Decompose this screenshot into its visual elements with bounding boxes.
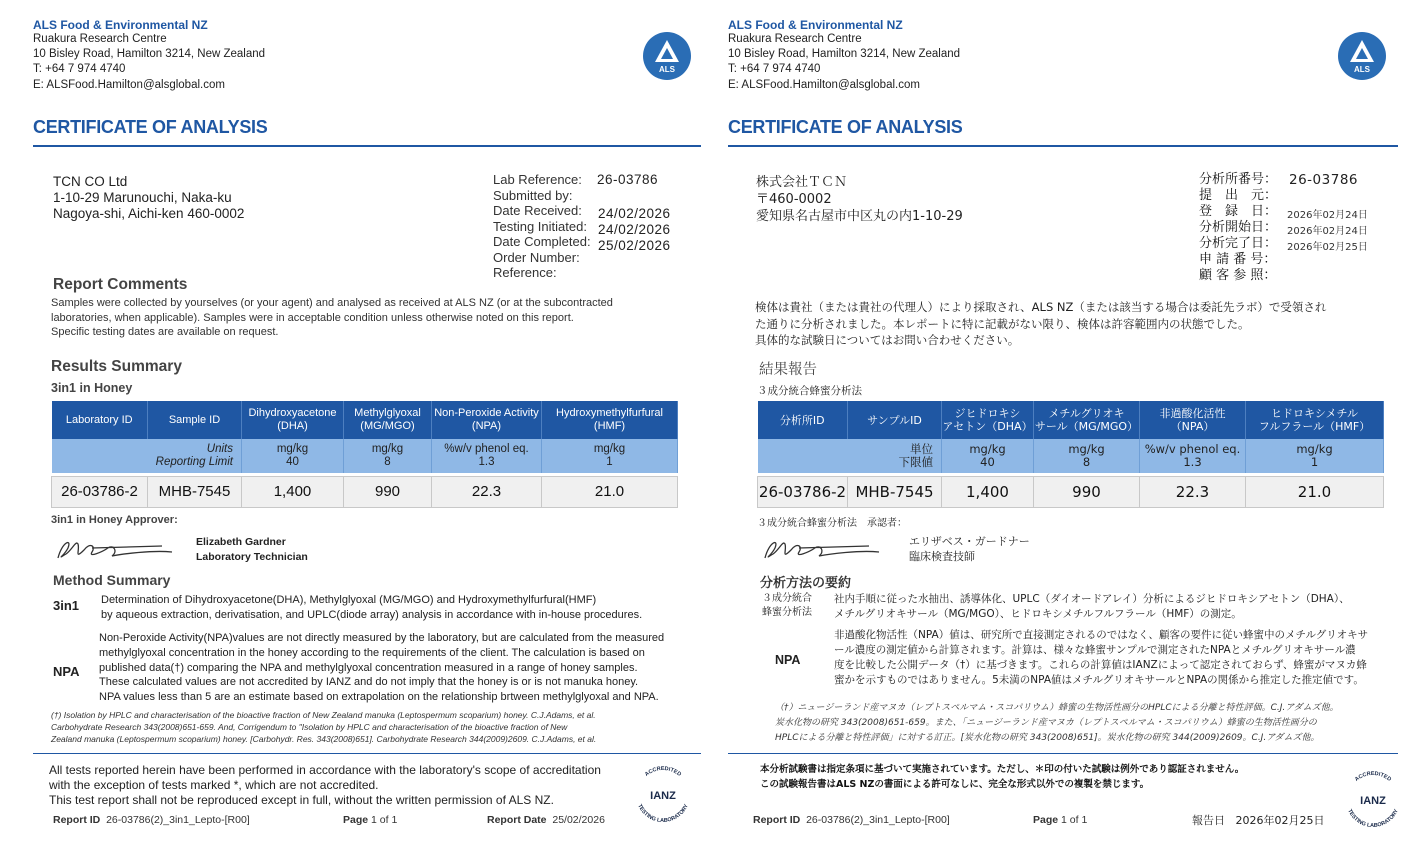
cell-npa: 22.3 bbox=[1140, 476, 1246, 507]
footer-statement: All tests reported herein have been performed in accordance with the laboratory's scope of accreditation with the exception of tests marked *, which are not accredited. This test report shall not be reproduced except in full, without the written permission of ALS NZ. bbox=[49, 763, 601, 807]
col-header-npa: Non-Peroxide Activity (NPA) bbox=[432, 401, 542, 439]
company-name: ALS Food & Environmental NZ bbox=[33, 18, 208, 32]
cell-npa: 22.3 bbox=[432, 476, 542, 507]
reference-note: （†）ニュージーランド産マヌカ（レプトスペルマム・スコパリウム）蜂蜜の生物活性画分のHPLCによる分離と特性評価。C.J.アダムズ他。 炭水化物の研究 343(2008)651-659。また、「ニュージーランド産マヌカ（レプトスペルマム・スコパリウム）蜂蜜の生物活性画分の HPLCによる分離と特性評価」に対する訂正。[炭水化物の研究 343(2008)651]。炭水化物の研究 344(2009)2609。C.J.アダムズ他。 bbox=[775, 703, 1339, 743]
company-address: Ruakura Research Centre 10 Bisley Road, Hamilton 3214, New Zealand T: +64 7 974 4740 E: ALSFood.Hamilton@alsglobal.com bbox=[33, 33, 266, 91]
client-address: TCN CO Ltd 1-10-29 Marunouchi, Naka-ku Nagoya-shi, Aichi-ken 460-0002 bbox=[53, 174, 245, 221]
units-label-cell: 単位 下限値 bbox=[758, 439, 942, 473]
col-header-hmf: Hydroxymethylfurfural (HMF) bbox=[542, 401, 678, 439]
table-header-row bbox=[52, 401, 678, 439]
col-header-hmf: ヒドロキシメチル フルフラール（HMF） bbox=[1246, 401, 1384, 439]
approver-heading: 3in1 in Honey Approver: bbox=[51, 514, 178, 526]
report-date: 報告日 2026年02月25日 bbox=[1192, 814, 1325, 827]
svg-text:IANZ: IANZ bbox=[1360, 795, 1386, 807]
col-header-mgo: メチルグリオキ サール（MG/MGO） bbox=[1034, 401, 1140, 439]
lab-reference-value: 26-03786 bbox=[1289, 172, 1358, 188]
testing-initiated-value: 2026年02月24日 bbox=[1287, 226, 1368, 237]
col-header-dha: Dihydroxyacetone (DHA) bbox=[242, 401, 344, 439]
svg-text:TESTING LABORATORY: TESTING LABORATORY bbox=[1346, 808, 1400, 830]
svg-text:ACCREDITED: ACCREDITED bbox=[1353, 770, 1393, 783]
table-header-row bbox=[758, 401, 1384, 439]
cell-sample-id: MHB-7545 bbox=[148, 476, 242, 507]
certificate-japanese bbox=[709, 0, 1418, 842]
method-summary-heading: Method Summary bbox=[53, 572, 171, 588]
method-3in1-text: 社内手順に従った水抽出、誘導体化、UPLC（ダイオードアレイ）分析によるジヒドロキシアセトン（DHA）、 メチルグリオキサール（MG/MGO）、ヒドロキシメチルフルフラール（HMF）の測定。 bbox=[834, 593, 1350, 620]
page-number: Page 1 of 1 bbox=[1033, 814, 1088, 826]
units-row bbox=[52, 439, 678, 473]
cell-lab-id: 26-03786-2 bbox=[758, 476, 848, 507]
svg-text:IANZ: IANZ bbox=[650, 790, 676, 802]
units-cell: mg/kg 40 bbox=[942, 439, 1034, 473]
results-summary-heading: 結果報告 bbox=[759, 362, 817, 378]
units-cell: mg/kg 1 bbox=[1246, 439, 1384, 473]
results-table bbox=[51, 401, 678, 508]
cell-mgo: 990 bbox=[344, 476, 432, 507]
approver-heading: ３成分統合蜂蜜分析法 承認者： bbox=[757, 518, 907, 529]
units-cell: mg/kg 8 bbox=[344, 439, 432, 473]
report-comments-text: Samples were collected by yourselves (or your agent) and analysed as received at ALS NZ (or at the subcontracted laboratories, when applicable). Samples were in acceptable condition unless otherwise noted on this report. Specific testing dates are available on request. bbox=[51, 297, 613, 338]
signature-icon bbox=[52, 534, 177, 564]
svg-text:TESTING LABORATORY: TESTING LABORATORY bbox=[636, 803, 690, 825]
footer-divider bbox=[33, 753, 701, 754]
page-number: Page 1 of 1 bbox=[343, 814, 398, 826]
units-cell: %w/v phenol eq. 1.3 bbox=[432, 439, 542, 473]
units-cell: mg/kg 40 bbox=[242, 439, 344, 473]
date-received-value: 2026年02月24日 bbox=[1287, 210, 1368, 221]
footer-statement: 本分析試験書は指定条項に基づいて実施されています。ただし、＊印の付いた試験は例外であり認証されません。 この試験報告書はALS NZの書面による許可なしに、完全な形式以外での複製を禁じます。 bbox=[760, 764, 1245, 790]
footer-divider bbox=[728, 753, 1398, 754]
cell-hmf: 21.0 bbox=[1246, 476, 1384, 507]
method-npa-text: 非過酸化物活性（NPA）値は、研究所で直接測定されるのではなく、顧客の要件に従い蜂蜜中のメチルグリオキサ ール濃度の測定値から計算されます。計算は、様々な蜂蜜サンプルで測定されたNPAとメチルグリオキサール濃 度を比較した公開データ（†）に基づきます。これらの計算値はIANZによって認定されておらず、蜂蜜がマヌカ蜂 蜜かを示すものではありません。5未満のNPA値はメチルグリオキサールとNPAの関係から推定した推定値です。 bbox=[834, 629, 1369, 686]
client-address: 株式会社ＴＣＮ 〒460-0002 愛知県名古屋市中区丸の内1-10-29 bbox=[756, 175, 963, 224]
units-cell: mg/kg 1 bbox=[542, 439, 678, 473]
company-name: ALS Food & Environmental NZ bbox=[728, 18, 903, 32]
method-3in1-label: ３成分統合 蜂蜜分析法 bbox=[762, 593, 812, 618]
col-header-lab-id: 分析所ID bbox=[758, 401, 848, 439]
col-header-dha: ジヒドロキシ アセトン（DHA） bbox=[942, 401, 1034, 439]
svg-text:ALS: ALS bbox=[1354, 65, 1370, 74]
svg-text:ACCREDITED: ACCREDITED bbox=[643, 765, 683, 778]
cell-hmf: 21.0 bbox=[542, 476, 678, 507]
report-comments-heading: Report Comments bbox=[53, 276, 188, 293]
date-completed-value: 25/02/2026 bbox=[598, 238, 671, 253]
approver-info: Elizabeth Gardner Laboratory Technician bbox=[196, 536, 308, 563]
testing-initiated-value: 24/02/2026 bbox=[598, 222, 671, 237]
lab-reference-value: 26-03786 bbox=[597, 172, 659, 187]
method-3in1-text: Determination of Dihydroxyacetone(DHA), Methylglyoxal (MG/MGO) and Hydroxymethylfurfural(HMF) by aqueous extraction, derivatisation, and UPLC(diode array) analysis in accordance with in-house procedures. bbox=[101, 594, 643, 621]
als-logo-icon bbox=[1338, 32, 1386, 80]
title-divider bbox=[728, 145, 1398, 147]
report-id: Report ID 26-03786(2)_3in1_Lepto-[R00] bbox=[53, 814, 250, 826]
table-row bbox=[758, 476, 1384, 507]
cell-sample-id: MHB-7545 bbox=[848, 476, 942, 507]
als-logo-icon bbox=[643, 32, 691, 80]
col-header-npa: 非過酸化活性 （NPA） bbox=[1140, 401, 1246, 439]
col-header-lab-id: Laboratory ID bbox=[52, 401, 148, 439]
results-summary-heading: Results Summary bbox=[51, 358, 182, 375]
table-row bbox=[52, 476, 678, 507]
svg-text:ALS: ALS bbox=[659, 65, 675, 74]
units-cell: mg/kg 8 bbox=[1034, 439, 1140, 473]
report-id: Report ID 26-03786(2)_3in1_Lepto-[R00] bbox=[753, 814, 950, 826]
method-summary-heading: 分析方法の要約 bbox=[760, 576, 852, 591]
col-header-sample-id: Sample ID bbox=[148, 401, 242, 439]
company-address: Ruakura Research Centre 10 Bisley Road, Hamilton 3214, New Zealand T: +64 7 974 4740 E: ALSFood.Hamilton@alsglobal.com bbox=[728, 33, 961, 91]
method-npa-label: NPA bbox=[775, 653, 801, 667]
lab-info-labels: 分析所番号： 提 出 元： 登 録 日： 分析開始日： 分析完了日： 申 請 番 号： 顧 客 参 照： bbox=[1199, 172, 1278, 283]
cell-mgo: 990 bbox=[1034, 476, 1140, 507]
units-label-cell: Units Reporting Limit bbox=[52, 439, 242, 473]
certificate-title: CERTIFICATE OF ANALYSIS bbox=[728, 117, 963, 137]
units-cell: %w/v phenol eq. 1.3 bbox=[1140, 439, 1246, 473]
report-date: Report Date 25/02/2026 bbox=[487, 814, 605, 826]
certificate-title: CERTIFICATE OF ANALYSIS bbox=[33, 117, 268, 137]
col-header-mgo: Methylglyoxal (MG/MGO) bbox=[344, 401, 432, 439]
date-completed-value: 2026年02月25日 bbox=[1287, 242, 1368, 253]
results-table bbox=[757, 401, 1384, 508]
method-npa-text: Non-Peroxide Activity(NPA)values are not directly measured by the laboratory, but are calculated from the measured methylglyoxal concentration in the honey according to the requirements of the client. The calculation is based on published data(†) comparing the NPA and methylglyoxal concentration measured in a range of honey samples. These calculated values are not accredited by IANZ and do not imply that the honey is or is not manuka honey. NPA values less than 5 are an estimate based on extrapolation on the relationship brtween methylglyoxal and NPA. bbox=[99, 632, 665, 704]
lab-info-labels: Lab Reference: Submitted by: Date Received: Testing Initiated: Date Completed: Order Number: Reference: bbox=[493, 172, 591, 280]
reference-note: (†) Isolation by HPLC and characterisation of the bioactive fraction of New Zealand manuka (Leptospermum scoparium) honey. C.J.Adams, et al. Carbohydrate Research 343(2008)651-659. And, Corrigendum to "Isolation by HPLC and characterisation of the bioactive fraction of New Zealand manuka (Leptospermum scoparium) honey. [Carbohydr. Res. 343(2008)651]. Carbohydrate Research 344(2009)2609. C.J.Adams, et al. bbox=[51, 710, 597, 744]
title-divider bbox=[33, 145, 701, 147]
cell-lab-id: 26-03786-2 bbox=[52, 476, 148, 507]
units-row bbox=[758, 439, 1384, 473]
date-received-value: 24/02/2026 bbox=[598, 206, 671, 221]
results-subheading: ３成分統合蜂蜜分析法 bbox=[757, 385, 862, 397]
results-subheading: 3in1 in Honey bbox=[51, 381, 133, 395]
cell-dha: 1,400 bbox=[942, 476, 1034, 507]
ianz-accreditation-icon bbox=[628, 760, 698, 830]
method-3in1-label: 3in1 bbox=[53, 598, 80, 613]
method-npa-label: NPA bbox=[53, 664, 80, 679]
approver-info: エリザベス・ガードナー 臨床検査技師 bbox=[909, 535, 1030, 563]
report-comments-text: 検体は貴社（または貴社の代理人）により採取され、ALS NZ（または該当する場合は委託先ラボ）で受領され た通りに分析されました。本レポートに特に記載がない限り、検体は許容範囲内の状態でした。 具体的な試験日についてはお問い合わせください。 bbox=[755, 300, 1327, 347]
col-header-sample-id: サンプルID bbox=[848, 401, 942, 439]
cell-dha: 1,400 bbox=[242, 476, 344, 507]
signature-icon bbox=[759, 534, 884, 564]
ianz-accreditation-icon bbox=[1338, 765, 1408, 835]
